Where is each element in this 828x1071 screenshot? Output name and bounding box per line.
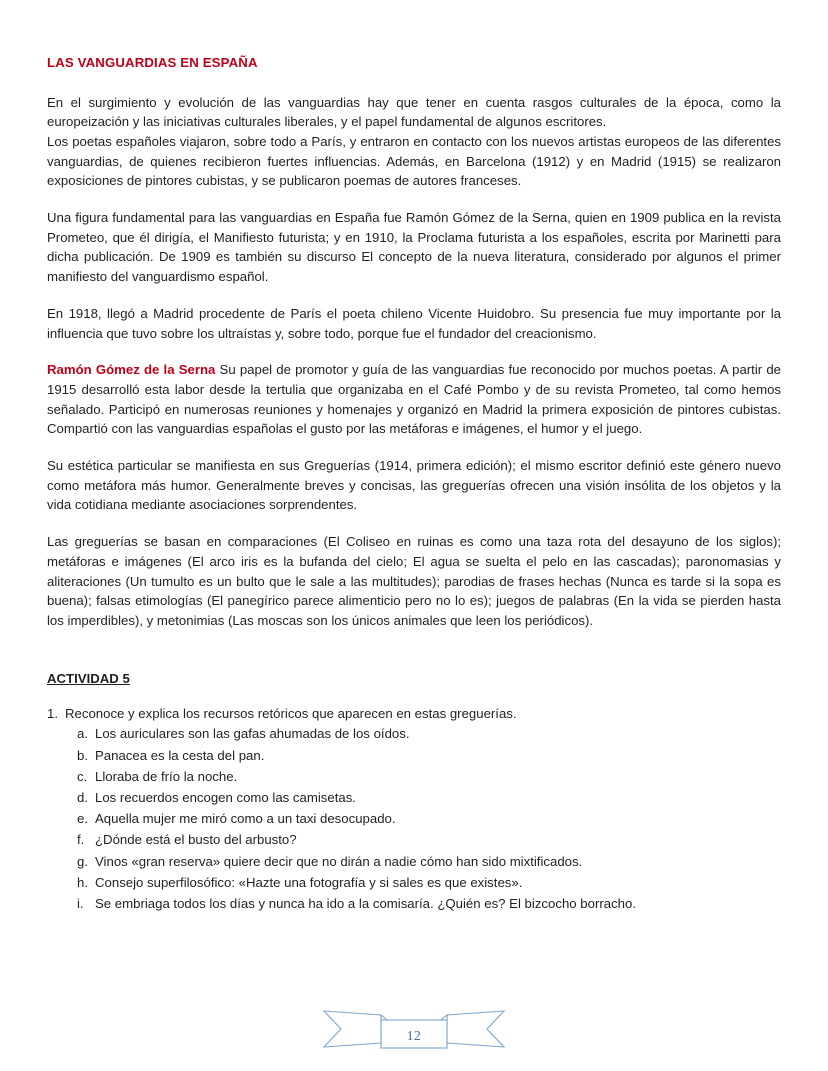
activity-heading: ACTIVIDAD 5 — [47, 670, 130, 686]
paragraph-1: En el surgimiento y evolución de las vanguardias hay que tener en cuenta rasgos culturales de la época, como la europeización y las iniciativas culturales liberales, y el papel fundamental de algunos escritores. — [47, 94, 781, 130]
sublist-item — [65, 767, 781, 787]
sublist-item-text: Los auriculares son las gafas ahumadas de los oídos. — [95, 726, 410, 742]
sublist-item-marker: e. — [77, 811, 88, 827]
sublist-item-marker: i. — [77, 896, 84, 911]
sublist-item — [65, 852, 781, 872]
sublist-item-text: Se embriaga todos los días y nunca ha ido a la comisaría. ¿Quién es? El bizcocho borracho. — [95, 896, 636, 911]
paragraph-6: Su estética particular se manifiesta en sus Greguerías (1914, primera edición); el mismo escritor definió este género nuevo como metáfora más humor. Generalmente breves y concisas, las greguerías ofrecen una visión insólita de los objetos y la vida cotidiana mediante asociaciones sorprendentes. — [47, 458, 781, 513]
sublist-item-text: Lloraba de frío la noche. — [95, 768, 238, 784]
document-content — [47, 55, 781, 915]
paragraph-3: Una figura fundamental para las vanguardias en España fue Ramón Gómez de la Serna, quien en 1909 publica en la revista Prometeo, que él dirigía, el Manifiesto futurista; y en 1910, la Proclama futurista a los españoles, escrita por Marinetti para dicha publicación. De 1909 es también su discurso El concepto de la nueva literatura, considerado por algunos el primer manifiesto del vanguardismo español. — [47, 210, 781, 285]
page-footer — [0, 993, 828, 1063]
sublist-item-marker: a. — [77, 726, 88, 742]
paragraph-5 — [47, 360, 781, 439]
paragraph-5-lead: Ramón Gómez de la Serna — [47, 362, 216, 378]
sublist-item-text: Consejo superfilosófico: «Hazte una fotografía y si sales es que existes». — [95, 874, 523, 890]
paragraph-5-body: Su papel de promotor y guía de las vanguardias fue reconocido por muchos poetas. A partir de 1915 desarrolló esta labor desde la tertulia que organizaba en el Café Pombo y de su revista Prometeo, tal como hemos señalado. Participó en numerosas reuniones y homenajes y organizó en Madrid la primera exposición de pintores cubistas. Compartió con las vanguardias españolas el gusto por las metáforas e imágenes, el humor y el juego. — [47, 362, 781, 437]
sublist-item-text: Vinos «gran reserva» quiere decir que no dirán a nadie cómo han sido mixtificados. — [95, 853, 583, 869]
sublist-item — [65, 809, 781, 829]
sublist-item-marker: c. — [77, 768, 88, 784]
sublist-item-marker: b. — [77, 747, 88, 763]
sublist-item-marker: g. — [77, 853, 88, 869]
list-item — [47, 704, 781, 914]
list-item-text: Reconoce y explica los recursos retóricos que aparecen en estas greguerías. — [65, 705, 517, 721]
sublist-item-text: Panacea es la cesta del pan. — [95, 747, 265, 763]
paragraph-7: Las greguerías se basan en comparaciones (El Coliseo en ruinas es como una taza rota del desayuno de los siglos); metáforas e imágenes (El arco iris es la bufanda del cielo; El agua se suelta el pelo en las cascadas); paronomasias y aliteraciones (Un tumulto es un bulto que le sale a las multitudes); parodias de frases hechas (Nunca es tarde si la sopa es buena); falsas etimologías (El panegírico parece alimenticio pero no lo es); juegos de palabras (En la vida se pierden hasta los imperdibles), y metonimias (Las moscas son los únicos animales que leen los periódicos). — [47, 534, 781, 628]
page-number: 12 — [406, 1028, 422, 1043]
activity-heading-wrap — [47, 648, 781, 704]
sublist-item — [65, 873, 781, 893]
paragraph-2: Los poetas españoles viajaron, sobre todo a París, y entraron en contacto con los nuevos artistas europeos de las diferentes vanguardias, de quienes recibieron fuertes influencias. Además, en Barcelona (1912) y en Madrid (1915) se realizaron exposiciones de pintores cubistas, y se publicaron poemas de autores franceses. — [47, 133, 781, 189]
sublist-item-marker: f. — [77, 832, 85, 848]
sublist-item — [65, 830, 781, 850]
sublist-item — [65, 788, 781, 808]
sublist-item-text: Aquella mujer me miró como a un taxi desocupado. — [95, 811, 396, 827]
sublist-item — [65, 746, 781, 766]
page-title: LAS VANGUARDIAS EN ESPAÑA — [47, 55, 258, 70]
sublist-item-text: ¿Dónde está el busto del arbusto? — [95, 832, 297, 848]
sublist-item-marker: h. — [77, 874, 88, 890]
activity-sublist — [65, 724, 781, 913]
sublist-item — [65, 724, 781, 744]
list-item-marker: 1. — [47, 705, 58, 721]
sublist-item-text: Los recuerdos encogen como las camisetas. — [95, 789, 356, 805]
ribbon-banner — [319, 1001, 509, 1057]
sublist-item-marker: d. — [77, 789, 88, 805]
sublist-item — [65, 894, 781, 914]
paragraph-4: En 1918, llegó a Madrid procedente de París el poeta chileno Vicente Huidobro. Su presencia fue muy importante por la influencia que tuvo sobre los ultraístas y, sobre todo, porque fue el fundador del creacionismo. — [47, 305, 781, 341]
activity-list — [47, 704, 781, 914]
